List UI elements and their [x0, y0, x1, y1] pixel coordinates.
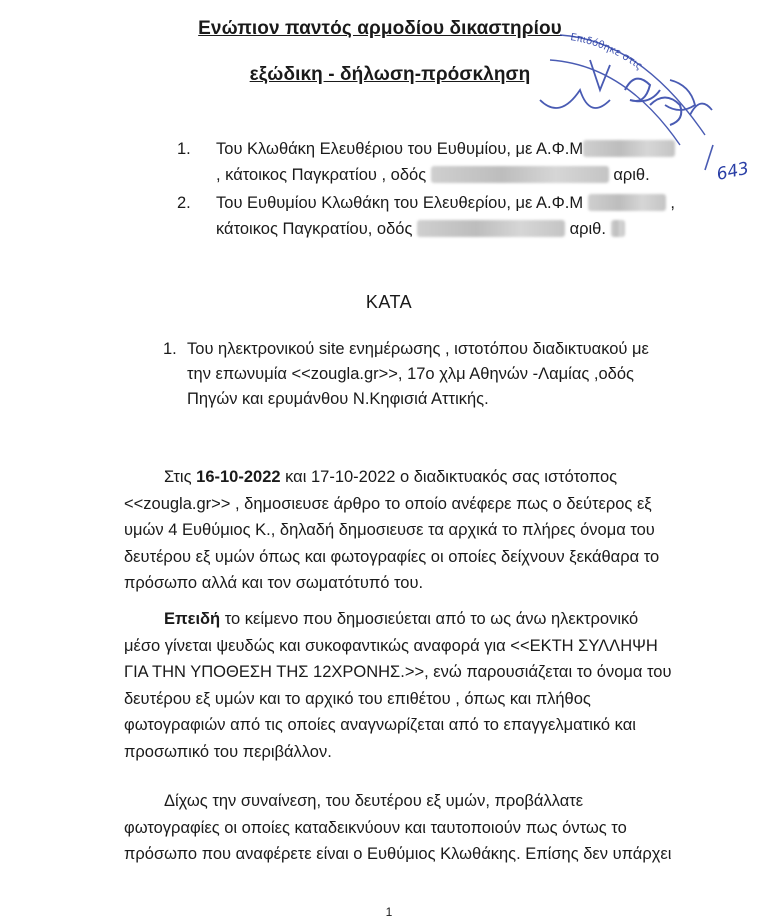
- redacted-house-number: [611, 220, 625, 237]
- party-2-number-label: αριθ.: [569, 220, 606, 238]
- party-1-number: 1.: [177, 140, 191, 158]
- document-title: Ενώπιον παντός αρμοδίου δικαστηρίου: [198, 18, 562, 39]
- paragraph-line: δευτέρου εξ υμών όπως και φωτογραφίες οι οποίες δείχνουν ξεκάθαρα το: [124, 547, 660, 566]
- paragraph-line: Δίχως την συναίνεση, του δευτέρου εξ υμών, προβάλλατε: [164, 792, 584, 810]
- because-keyword: Επειδή: [164, 610, 221, 628]
- svg-text:Επιδόθηκε στις: [570, 32, 645, 72]
- respondent-number: 1.: [163, 340, 177, 358]
- para1-prefix: Στις: [164, 468, 197, 486]
- party-2-comma: ,: [670, 194, 675, 212]
- para2-line1-rest: το κείμενο που δημοσιεύεται από το ως άνω ηλεκτρονικό: [220, 610, 639, 628]
- stamp-arc-text: Επιδόθηκε στις: [569, 32, 645, 73]
- party-2-number: 2.: [177, 194, 191, 212]
- party-1-number-label: αριθ.: [613, 166, 650, 184]
- paragraph-line: δευτέρου εξ υμών και το αρχικό του επιθέτου , όπως και πλήθος: [124, 689, 591, 708]
- respondent-line: Πηγών και ερυμάνθου Ν.Κηφισιά Αττικής.: [187, 390, 489, 408]
- paragraph-line: ΓΙΑ ΤΗΝ ΥΠΟΘΕΣΗ ΤΗΣ 12ΧΡΟΝΗΣ.>>, ενώ παρουσιάζεται το όνομα του: [124, 663, 672, 681]
- paragraph-line: πρόσωπο που αναφέρετε είναι ο Ευθύμιος Κλωθάκης. Επίσης δεν υπάρχει: [124, 845, 672, 863]
- against-heading: ΚΑΤΑ: [365, 292, 413, 312]
- respondent: [163, 337, 733, 413]
- paragraph-line: μέσο γίνεται ψευδώς και συκοφαντικώς αναφορά για <<ΕΚΤΗ ΣΥΛΛΗΨΗ: [124, 636, 658, 655]
- paragraph-line: <<zougla.gr>> , δημοσιευσε άρθρο το οποίο ανέφερε πως ο δεύτερος εξ: [124, 494, 652, 513]
- party-2-address: κάτοικος Παγκρατίου, οδός: [216, 220, 413, 238]
- publication-date: 16-10-2022: [196, 468, 281, 486]
- party-2-name: Του Ευθυμίου Κλωθάκη του Ελευθερίου, με Α.Φ.Μ: [216, 194, 584, 212]
- para1-line1-rest: και 17-10-2022 ο διαδικτυακός σας ιστότοπος: [280, 468, 618, 486]
- redacted-street: [417, 220, 565, 237]
- service-stamp-icon: [530, 20, 775, 220]
- paragraph-line: πρόσωπο αλλά και τον σωματότυπό του.: [124, 574, 424, 592]
- paragraph-line: φωτογραφίες οι οποίες καταδεικνύουν και ταυτοποιούν πως όντως το: [124, 818, 627, 837]
- page-number: 1: [385, 905, 393, 919]
- respondent-line: την επωνυμία <<zougla.gr>>, 17ο χλμ Αθηνών -Λαμίας ,οδός: [187, 365, 634, 383]
- party-1-name: Του Κλωθάκη Ελευθέριου του Ευθυμίου, με Α.Φ.Μ: [216, 140, 584, 158]
- paragraph-line: προσωπικό του περιβάλλον.: [124, 742, 332, 761]
- paragraph-line: φωτογραφιών από τις οποίες αναγνωρίζεται από το επαγγελματικό και: [124, 716, 636, 734]
- respondent-text: [187, 337, 727, 412]
- paragraph-consent: [124, 788, 714, 868]
- document-subtitle: εξώδικη - δήλωση-πρόσκληση: [249, 64, 531, 85]
- paragraph-line: [124, 464, 714, 491]
- paragraph-publication: [124, 464, 714, 597]
- respondent-line: Του ηλεκτρονικού site ενημέρωσης , ιστοτόπου διαδικτυακού με: [187, 340, 649, 358]
- stamp-graphic: [530, 20, 775, 220]
- paragraph-line: υμών 4 Ευθύμιος Κ., δηλαδή δημοσιευσε τα αρχικά το πλήρες όνομα του: [124, 521, 655, 539]
- paragraph-line: [124, 606, 714, 633]
- party-1-address: , κάτοικος Παγκρατίου , οδός: [216, 166, 427, 184]
- stamp-handwritten-number: 643: [714, 158, 751, 185]
- paragraph-because: [124, 606, 714, 765]
